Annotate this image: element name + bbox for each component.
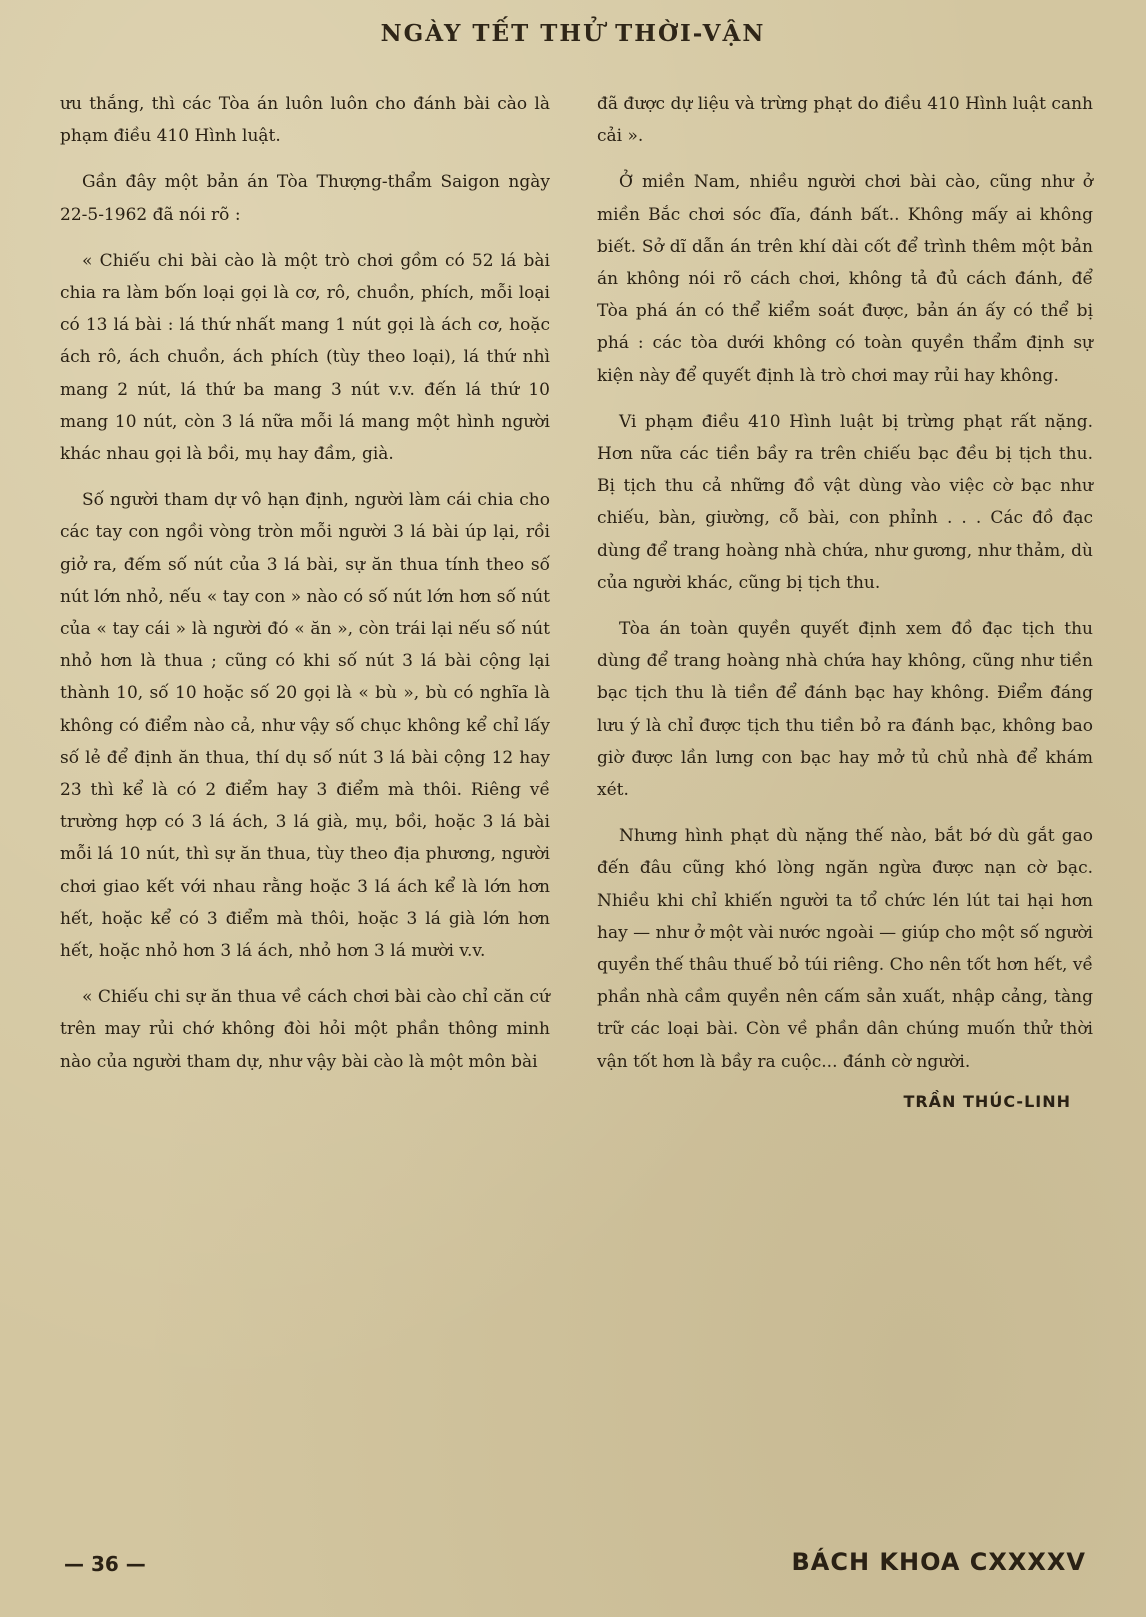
right-column: [597, 88, 1093, 1118]
paragraph: Tòa án toàn quyền quyết định xem đồ đạc tịch thu dùng để trang hoàng nhà chứa hay không, cũng như tiền bạc tịch thu là tiền để đánh bạc hay không. Điểm đáng lưu ý là chỉ được tịch thu tiền bỏ ra đánh bạc, không bao giờ được lần lưng con bạc hay mở tủ chủ nhà để khám xét.: [597, 619, 1093, 801]
page-header: NGÀY TẾT THỬ THỜI-VẬN: [380, 20, 766, 47]
paragraph: « Chiếu chi bài cào là một trò chơi gồm có 52 lá bài chia ra làm bốn loại gọi là cơ, rô, chuồn, phích, mỗi loại có 13 lá bài : lá thứ nhất mang 1 nút gọi là ách cơ, hoặc ách rô, ách chuồn, ách phích (tùy theo loại), lá thứ nhì mang 2 nút, lá thứ ba mang 3 nút v.v. đến lá thứ 10 mang 10 nút, còn 3 lá nữa mỗi lá mang một hình người khác nhau gọi là bồi, mụ hay đầm, già.: [60, 250, 550, 465]
magazine-issue: BÁCH KHOA CXXXXV: [791, 1548, 1086, 1576]
author-signature: TRẦN THÚC-LINH: [903, 1091, 1071, 1111]
paragraph: « Chiếu chi sự ăn thua về cách chơi bài cào chỉ căn cứ trên may rủi chớ không đòi hỏi một phần thông minh nào của người tham dự, như vậy bài cào là một môn bài: [60, 987, 550, 1072]
paragraph: Ở miền Nam, nhiều người chơi bài cào, cũng như ở miền Bắc chơi sóc đĩa, đánh bất.. Không mấy ai không biết. Sở dĩ dẫn án trên khí dài cốt để trình thêm một bản án không nói rõ cách chơi, không tả đủ cách đánh, để Tòa phá án có thể kiểm soát được, bản án ấy có thể bị phá : các tòa dưới không có toàn quyền thẩm định sự kiện này để quyết định là trò chơi may rủi hay không.: [597, 172, 1093, 386]
paragraph: đã được dự liệu và trừng phạt do điều 410 Hình luật canh cải ».: [597, 94, 1093, 147]
paragraph: Số người tham dự vô hạn định, người làm cái chia cho các tay con ngồi vòng tròn mỗi người 3 lá bài úp lại, rồi giở ra, đếm số nút của 3 lá bài, sự ăn thua tính theo số nút lớn nhỏ, nếu « tay con » nào có số nút lớn hơn số nút của « tay cái » là người đó « ăn », còn trái lại nếu số nút nhỏ hơn là thua ; cũng có khi số nút 3 lá bài cộng lại thành 10, số 10 hoặc số 20 gọi là « bù », bù có nghĩa là không có điểm nào cả, như vậy số chục không kể chỉ lấy số lẻ để định ăn thua, thí dụ số nút 3 lá bài cộng 12 hay 23 thì kể là có 2 điểm hay 3 điểm mà thôi. Riêng về trường hợp có 3 lá ách, 3 lá già, mụ, bồi, hoặc 3 lá bài mỗi lá 10 nút, thì sự ăn thua, tùy theo địa phương, người chơi giao kết với nhau rằng hoặc 3 lá ách kể là lớn hơn hết, hoặc kể có 3 điểm mà thôi, hoặc 3 lá già lớn hơn hết, hoặc nhỏ hơn 3 lá ách, nhỏ hơn 3 lá mười v.v.: [60, 490, 550, 962]
paragraph: Nhưng hình phạt dù nặng thế nào, bắt bớ dù gắt gao đến đâu cũng khó lòng ngăn ngừa được nạn cờ bạc. Nhiều khi chỉ khiến người ta tổ chức lén lút tai hại hơn hay — như ở một vài nước ngoài — giúp cho một số người quyền thế thâu thuế bỏ túi riêng. Cho nên tốt hơn hết, về phần nhà cầm quyền nên cấm sản xuất, nhập cảng, tàng trữ các loại bài. Còn về phần dân chúng muốn thử thời vận tốt hơn là bầy ra cuộc... đánh cờ người.: [597, 826, 1093, 1072]
page-number: — 36 —: [64, 1552, 146, 1576]
paragraph: ưu thắng, thì các Tòa án luôn luôn cho đánh bài cào là phạm điều 410 Hình luật.: [60, 94, 550, 147]
left-column: [60, 88, 550, 1092]
paragraph: Gần đây một bản án Tòa Thượng-thẩm Saigon ngày 22-5-1962 đã nói rõ :: [60, 172, 550, 225]
paragraph: Vi phạm điều 410 Hình luật bị trừng phạt rất nặng. Hơn nữa các tiền bầy ra trên chiếu bạc đều bị tịch thu. Bị tịch thu cả những đồ vật dùng vào việc cờ bạc như chiếu, bàn, giường, cỗ bài, con phỉnh . . . Các đồ đạc dùng để trang hoàng nhà chứa, như gương, như thảm, dù của người khác, cũng bị tịch thu.: [597, 411, 1093, 593]
